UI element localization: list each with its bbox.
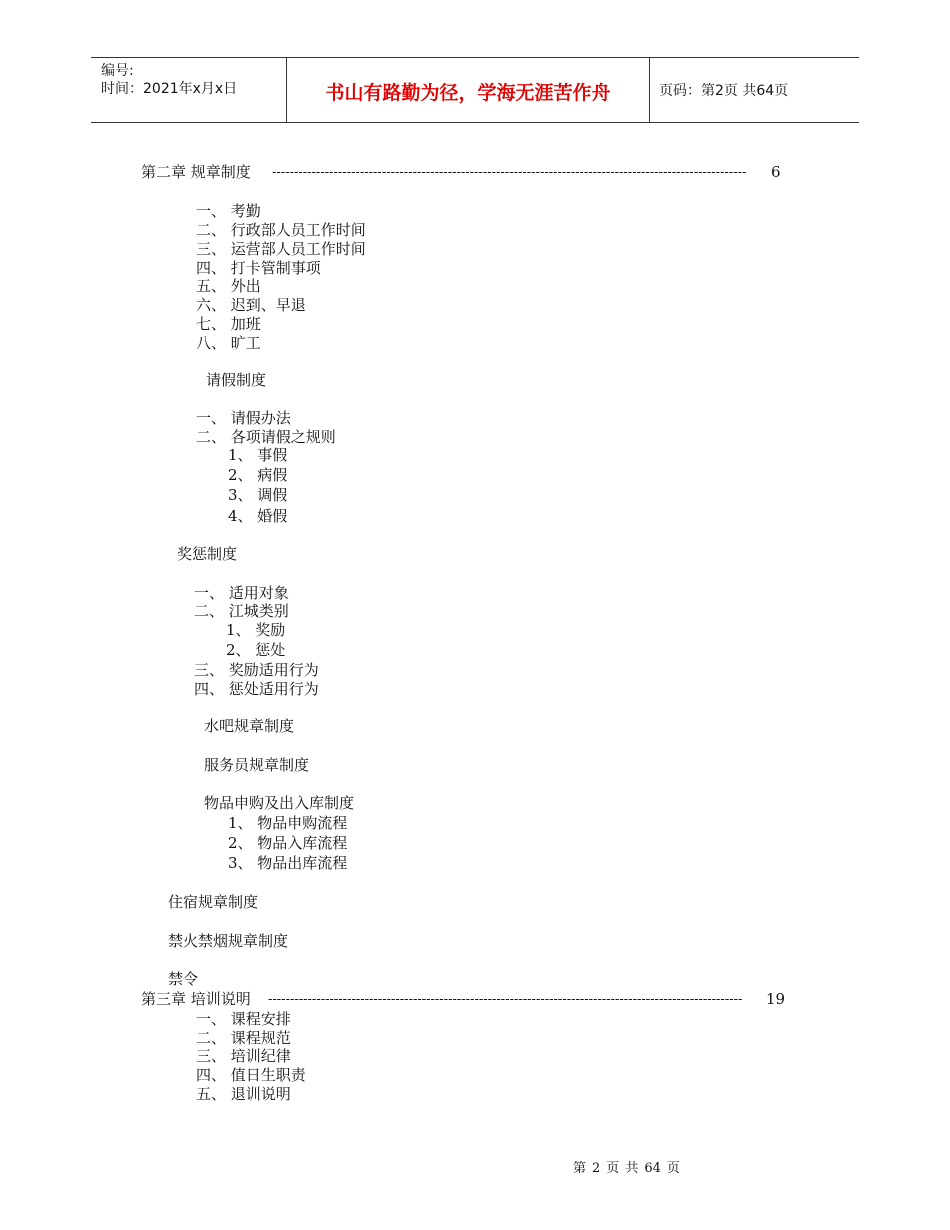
toc-section-title[interactable]: 水吧规章制度: [204, 717, 295, 735]
toc-item[interactable]: 七、 加班: [196, 315, 261, 333]
footer-text: 页: [606, 1161, 620, 1176]
toc-chapter-2[interactable]: 第二章 规章制度: [141, 163, 251, 181]
page-footer: [573, 1157, 686, 1176]
toc-chapter-3[interactable]: 第三章 培训说明: [141, 990, 251, 1008]
footer-total-pages: 64: [644, 1161, 661, 1176]
toc-item[interactable]: 一、 适用对象: [194, 584, 289, 602]
toc-subitem[interactable]: 2、 物品入库流程: [228, 834, 348, 852]
toc-item[interactable]: 四、 打卡管制事项: [196, 259, 321, 277]
header-time: 时间：2021年x月x日: [101, 81, 238, 97]
header-motto: 书山有路勤为径，学海无涯苦作舟: [325, 82, 611, 104]
toc-item[interactable]: 三、 奖励适用行为: [194, 661, 319, 679]
toc-leader: ------------------------------------------------------------------------------------------------------------: [272, 165, 747, 180]
toc-subitem[interactable]: 1、 奖励: [226, 621, 286, 639]
toc-subitem[interactable]: 3、 调假: [228, 486, 288, 504]
toc-section-title[interactable]: 住宿规章制度: [168, 893, 259, 911]
toc-item[interactable]: 八、 旷工: [196, 334, 261, 352]
toc-item[interactable]: 五、 退训说明: [196, 1085, 291, 1103]
toc-item[interactable]: 六、 迟到、早退: [196, 296, 306, 314]
toc-subitem[interactable]: 1、 物品申购流程: [228, 814, 348, 832]
toc-section-title[interactable]: 服务员规章制度: [204, 756, 310, 774]
toc-item[interactable]: 一、 请假办法: [196, 409, 291, 427]
footer-current-page: 2: [592, 1161, 601, 1176]
toc-section-title[interactable]: 物品申购及出入库制度: [204, 794, 355, 812]
toc-item[interactable]: 三、 培训纪律: [196, 1047, 291, 1065]
toc-section-title[interactable]: 奖惩制度: [177, 545, 238, 563]
toc-item[interactable]: 一、 考勤: [196, 202, 261, 220]
header-number: 编号:: [101, 63, 134, 79]
header-bottom-rule: [91, 122, 859, 123]
toc-section-title[interactable]: 禁令: [168, 970, 199, 988]
toc-item[interactable]: 四、 惩处适用行为: [194, 680, 319, 698]
toc-item[interactable]: 二、 行政部人员工作时间: [196, 221, 366, 239]
toc-subitem[interactable]: 4、 婚假: [228, 507, 288, 525]
toc-leader: ------------------------------------------------------------------------------------------------------------: [268, 992, 743, 1007]
toc-item[interactable]: 二、 课程规范: [196, 1029, 291, 1047]
footer-text: 页: [666, 1161, 680, 1176]
toc-subitem[interactable]: 1、 事假: [228, 446, 288, 464]
toc-item[interactable]: 三、 运营部人员工作时间: [196, 240, 366, 258]
toc-subitem[interactable]: 2、 惩处: [226, 641, 286, 659]
toc-subitem[interactable]: 3、 物品出库流程: [228, 854, 348, 872]
header-divider: [286, 57, 287, 122]
toc-item[interactable]: 二、 各项请假之规则: [196, 428, 336, 446]
toc-item[interactable]: 五、 外出: [196, 277, 261, 295]
toc-item[interactable]: 一、 课程安排: [196, 1010, 291, 1028]
footer-text: 共: [625, 1161, 639, 1176]
footer-text: 第: [573, 1161, 587, 1176]
toc-item[interactable]: 四、 值日生职责: [196, 1066, 306, 1084]
toc-subitem[interactable]: 2、 病假: [228, 466, 288, 484]
header-top-rule: [91, 57, 859, 58]
toc-page-number: 19: [766, 990, 786, 1008]
header-divider: [649, 57, 650, 122]
toc-section-title[interactable]: 请假制度: [206, 371, 267, 389]
toc-section-title[interactable]: 禁火禁烟规章制度: [168, 932, 289, 950]
header-page-label: 页码：第2页 共64页: [659, 83, 789, 99]
toc-page-number: 6: [771, 163, 781, 181]
toc-item[interactable]: 二、 江城类别: [194, 602, 289, 620]
